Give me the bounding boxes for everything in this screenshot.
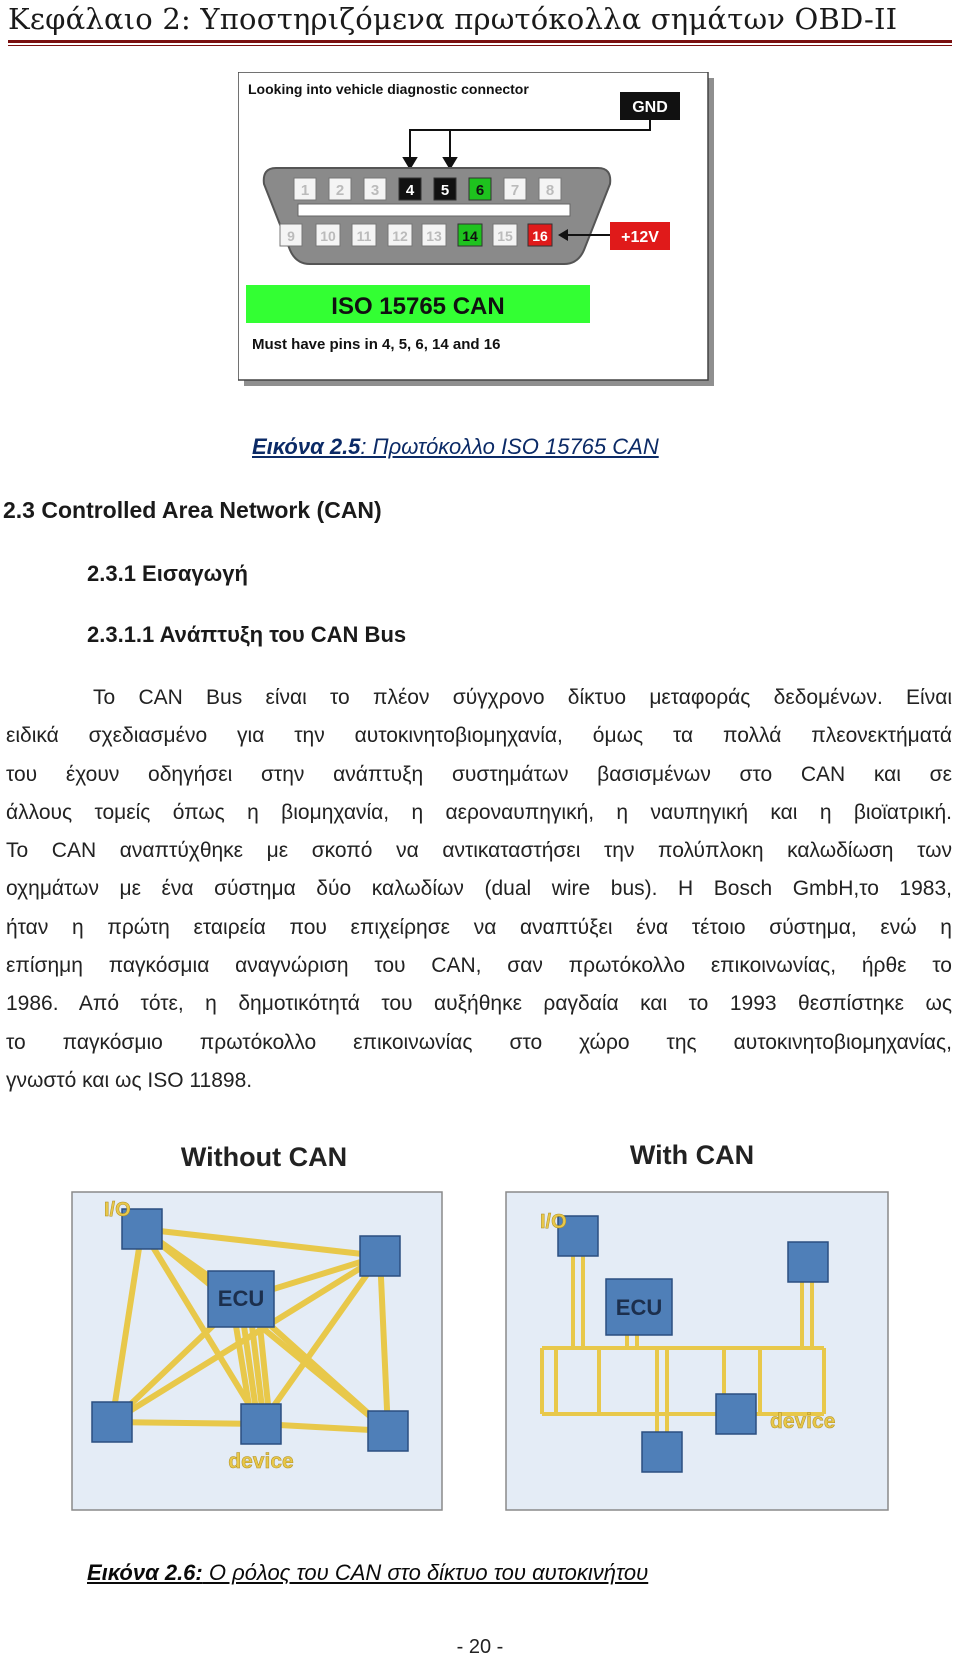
caption-label: Εικόνα 2.6: [87,1560,203,1585]
pin-label: 12 [392,228,408,244]
figure-caption [252,434,659,460]
caption-text: : Πρωτόκολλο ISO 15765 CAN [360,434,659,459]
node [92,1402,132,1442]
pin-label: 5 [440,182,450,199]
without-can-panel [72,1192,442,1510]
pin-label: 14 [462,228,478,244]
pin-label: 3 [370,182,380,199]
section-heading: 2.3 Controlled Area Network (CAN) [3,497,382,523]
pin-label: 1 [300,182,310,199]
pin-label: 4 [405,182,415,199]
device-label: device [770,1410,836,1433]
paragraph-line: Το CAN αναπτύχθηκε με σκοπό να αντικαταστήσει την πολύπλοκη καλωδίωση των [6,839,952,863]
pin-label: 9 [287,228,295,244]
paragraph-line: του έχουν οδηγήσει στην ανάπτυξη συστημάτων βασισμένων στο CAN και σε [6,762,952,786]
paragraph-line: γνωστό και ως ISO 11898. [6,1068,253,1092]
with-can-title: With CAN [629,1140,755,1170]
body-paragraph [6,679,952,1100]
page-number: - 20 - [456,1636,504,1658]
subsection-heading: 2.3.1 Εισαγωγή [87,561,248,586]
device-node [241,1404,281,1444]
without-can-title: Without CAN [180,1142,348,1172]
pin-label: 2 [335,182,345,199]
pin-label: 10 [320,228,336,244]
device-label: device [228,1450,294,1473]
diagram-top-label: Looking into vehicle diagnostic connector [248,81,529,97]
gnd-label: GND [632,99,668,116]
page-header [8,0,952,50]
required-pins-note: Must have pins in 4, 5, 6, 14 and 16 [252,336,501,353]
with-can-panel [506,1192,888,1510]
pin-label: 6 [475,182,485,199]
paragraph-line: 1986. Από τότε, η δημοτικότητά του αυξήθηκε ραγδαία και το 1993 θεσπίστηκε ως [6,992,952,1016]
io-label: I/O [540,1211,567,1233]
pin-label: 16 [532,228,548,244]
pin-label: 11 [356,228,372,244]
obd-connector-diagram [238,72,738,402]
obd-connector-figure [238,72,738,402]
caption-label: Εικόνα 2.5 [252,434,361,459]
protocol-banner-text: ISO 15765 CAN [331,293,505,320]
io-label: I/O [104,1199,131,1221]
paragraph-line: ήταν η πρώτη εταιρεία που επιχείρησε να αναπτύξει ένα τέτοιο σύστημα, ενώ η [6,915,952,939]
subsubsection-heading: 2.3.1.1 Ανάπτυξη του CAN Bus [87,622,407,647]
paragraph-line: ειδικά σχεδιασμένο για την αυτοκινητοβιομηχανία, όμως τα πολλά πλεονεκτήματά [6,724,952,748]
connector-key-slot [298,204,570,216]
pin-label: 8 [545,182,555,199]
paragraph-line: το παγκόσμιο πρωτόκολλο επικοινωνίας στο χώρο της αυτοκινητοβιομηχανίας, [6,1030,952,1054]
paragraph-line: οχημάτων με ένα σύστημα δύο καλωδίων (dual wire bus). Η Bosch GmbH,το 1983, [6,877,952,901]
figure-caption [87,1560,648,1586]
node [360,1236,400,1276]
paragraph-line: Το CAN Bus είναι το πλέον σύγχρονο δίκτυο μεταφοράς δεδομένων. Είναι [93,686,952,709]
device-node [716,1394,756,1434]
can-network-figure [64,1136,900,1516]
caption-text: Ο ρόλος του CAN στο δίκτυο του αυτοκινήτου [202,1560,649,1585]
header-rule [8,40,952,43]
node [642,1432,682,1472]
v12-label: +12V [621,229,659,246]
pin-label: 15 [497,228,513,244]
paragraph-line: άλλους τομείς όπως η βιομηχανία, η αεροναυπηγική, η ναυπηγική και η βιοϊατρική. [6,800,952,824]
ecu-label: ECU [217,1286,265,1311]
node [788,1242,828,1282]
can-network-diagram [64,1136,900,1516]
chapter-title: Κεφάλαιο 2: Υποστηριζόμενα πρωτόκολλα σημάτων OBD-II [8,2,898,36]
paragraph-line: επίσημη παγκόσμια αναγνώριση του CAN, σαν πρωτόκολλο επικοινωνίας, ήρθε το [6,954,952,978]
pin-label: 13 [426,228,442,244]
ecu-label: ECU [615,1295,663,1320]
header-rule-thin [8,45,952,46]
node [368,1411,408,1451]
pin-label: 7 [510,182,520,199]
